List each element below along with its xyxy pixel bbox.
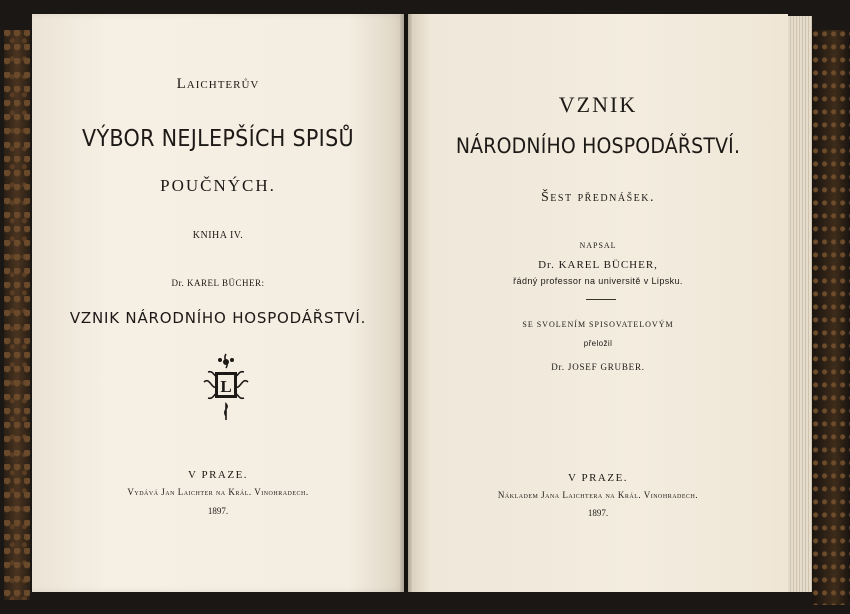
subtitle: Šest přednášek.: [541, 190, 655, 205]
main-title-line2: NÁRODNÍHO HOSPODÁŘSTVÍ.: [455, 134, 741, 158]
divider-rule: [586, 299, 616, 300]
volume-number: KNIHA IV.: [192, 230, 244, 241]
emblem-letter: L: [220, 377, 232, 396]
imprint-year: 1897.: [207, 506, 229, 516]
imprint-year: 1897.: [587, 508, 609, 518]
series-title-line2: POUČNÝCH.: [160, 176, 276, 195]
author-line: Dr. KAREL BÜCHER:: [171, 278, 265, 288]
left-page-half-title: [32, 14, 404, 592]
imprint-city: V PRAZE.: [187, 469, 249, 481]
imprint-publisher: Vydává Jan Laichter na Král. Vinohradech.: [127, 487, 309, 497]
book-gutter: [400, 14, 412, 592]
author-affiliation: řádný professor na universitě v Lipsku.: [513, 276, 683, 286]
permission-note: SE SVOLENÍM SPISOVATELOVÝM: [522, 320, 674, 329]
right-page-title-page: [408, 14, 788, 592]
imprint-publisher: Nákladem Jana Laichtera na Král. Vinohradech.: [497, 490, 699, 500]
author-name: Dr. KAREL BÜCHER,: [538, 259, 658, 271]
translator-name: Dr. JOSEF GRUBER.: [551, 362, 645, 372]
publisher-emblem-icon: [200, 352, 252, 422]
wrote-label: NAPSAL: [579, 241, 617, 250]
series-title-line1: VÝBOR NEJLEPŠÍCH SPISŮ: [82, 126, 354, 152]
imprint-city: V PRAZE.: [567, 472, 629, 484]
left-binding-edge: [4, 30, 30, 600]
translated-label: přeložil: [583, 339, 613, 348]
book-title: VZNIK NÁRODNÍHO HOSPODÁŘSTVÍ.: [69, 309, 367, 327]
right-binding-edge: [812, 30, 850, 605]
page-edges: [788, 16, 812, 592]
main-title-line1: VZNIK: [558, 92, 638, 117]
publisher-name: Laichterův: [176, 76, 260, 92]
